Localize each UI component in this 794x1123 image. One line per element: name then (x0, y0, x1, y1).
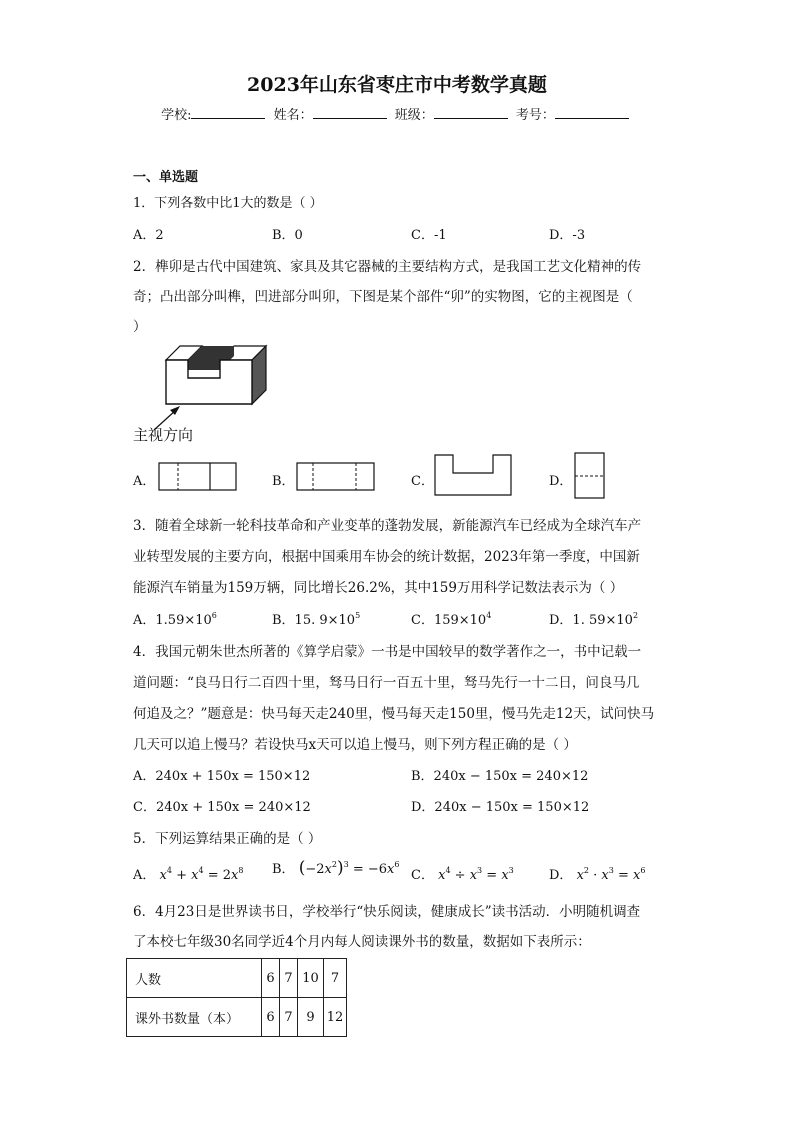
q5-option-b: B． $(-2x^2)^3 = -6x^6$ (272, 858, 400, 878)
q2-option-c-label: C． (411, 474, 434, 489)
table-row (127, 998, 347, 1037)
question-5-stem: 5．下列运算结果正确的是（ ） (133, 831, 322, 847)
row-header-people: 人数 (127, 959, 262, 998)
question-3-line1: 3．随着全球新一轮科技革命和产业变革的蓬勃发展，新能源汽车已经成为全球汽车产 (133, 518, 642, 534)
reading-data-table (126, 958, 347, 1037)
question-2-line2: 奇；凸出部分叫榫，凹进部分叫卯，下图是某个部件“卯”的实物图，它的主视图是（ (133, 289, 633, 305)
q4-option-b: B．240x − 150x = 240×12 (411, 769, 589, 784)
q5-option-c: C． $x^4 \div x^3 = x^3$ (411, 866, 514, 883)
table-cell: 7 (280, 998, 298, 1037)
q1-option-d: D．-3 (549, 228, 586, 243)
question-4-line4: 几天可以追上慢马？若设快马x天可以追上慢马，则下列方程正确的是（ ） (133, 737, 577, 753)
question-2-line3: ） (133, 319, 147, 335)
school-blank (191, 106, 265, 119)
class-label: 班级： (394, 108, 434, 123)
table-cell: 12 (324, 998, 347, 1037)
section-heading: 一、单选题 (133, 170, 199, 185)
q2-option-b-figure (296, 462, 376, 492)
table-cell: 7 (324, 959, 347, 998)
exam-no-blank (555, 106, 629, 119)
q3-option-b: B．15. $9\times 10^5$ (272, 611, 361, 628)
table-cell: 10 (298, 959, 324, 998)
q5-option-d: D． $x^2 \cdot x^3 = x^6$ (549, 866, 646, 883)
school-label: 学校: (161, 108, 192, 123)
question-6-line1: 6．4月23日是世界读书日，学校举行“快乐阅读，健康成长”读书活动．小明随机调查 (133, 904, 641, 920)
table-cell: 7 (280, 959, 298, 998)
question-2-line1: 2．榫卯是古代中国建筑、家具及其它器械的主要结构方式，是我国工艺文化精神的传 (133, 259, 642, 275)
q4-option-a: A．240x + 150x = 150×12 (133, 769, 311, 784)
page-title: 2023年山东省枣庄市中考数学真题 (247, 74, 547, 96)
question-4-line3: 何追及之？”题意是：快马每天走240里，慢马每天走150里，慢马先走12天，试问快马 (133, 706, 655, 722)
name-blank (313, 106, 387, 119)
q2-option-b-label: B． (272, 474, 295, 489)
name-label: 姓名： (273, 108, 313, 123)
table-cell: 9 (298, 998, 324, 1037)
student-info-line (0, 104, 794, 123)
q3-option-d: D．1. $59\times 10^2$ (549, 611, 639, 628)
q2-option-a-figure (158, 462, 238, 492)
q2-option-d-label: D． (549, 474, 573, 489)
q4-option-c: C．240x + 150x = 240×12 (133, 800, 311, 815)
q1-option-c: C．-1 (411, 228, 447, 243)
question-3-line2: 业转型发展的主要方向，根据中国乘用车协会的统计数据，2023年第一季度，中国新 (133, 549, 640, 565)
q4-option-d: D．240x − 150x = 150×12 (411, 800, 590, 815)
table-cell: 6 (262, 998, 280, 1037)
mortise-3d-figure (140, 340, 280, 432)
table-row (127, 959, 347, 998)
class-blank (434, 106, 508, 119)
question-1-stem: 1．下列各数中比1大的数是（ ） (133, 196, 323, 211)
q2-option-a-label: A． (133, 474, 156, 489)
q2-option-c-figure (433, 453, 513, 497)
q5-option-a: A． $x^4 + x^4 = 2x^8$ (133, 866, 244, 883)
table-cell: 6 (262, 959, 280, 998)
q3-option-c: C．$159\times 10^4$ (411, 611, 492, 628)
view-direction-label: 主视方向 (133, 426, 194, 444)
question-6-line2: 了本校七年级30名同学近4个月内每人阅读课外书的数量，数据如下表所示： (133, 934, 591, 950)
question-4-line1: 4．我国元朝朱世杰所著的《算学启蒙》一书是中国较早的数学著作之一，书中记载一 (133, 644, 642, 660)
q3-option-a: A．$1.59\times 10^6$ (133, 611, 217, 628)
q2-option-d-figure (574, 452, 606, 500)
row-header-book-count: 课外书数量（本） (127, 998, 262, 1037)
exam-no-label: 考号： (515, 108, 555, 123)
q1-option-b: B．0 (272, 228, 303, 243)
question-3-line3: 能源汽车销量为159万辆，同比增长26.2%，其中159万用科学记数法表示为（ ） (133, 580, 624, 596)
question-4-line2: 道问题：“良马日行二百四十里，驽马日行一百五十里，驽马先行一十二日，问良马几 (133, 675, 640, 691)
q1-option-a: A．2 (133, 228, 164, 243)
